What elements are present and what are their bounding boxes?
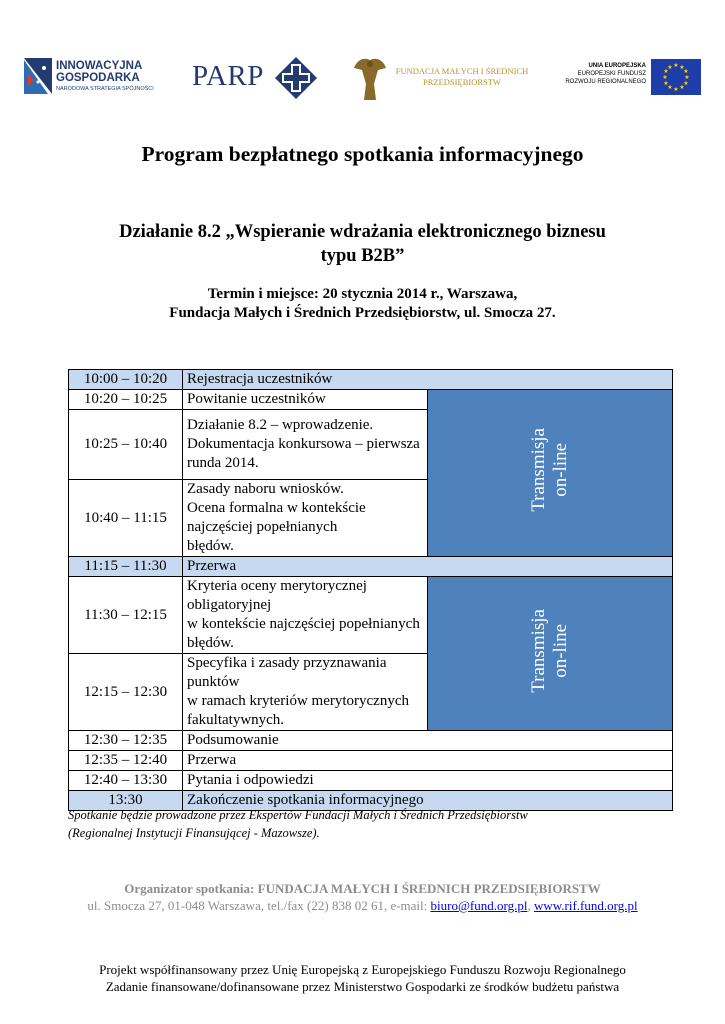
svg-text:★: ★ — [679, 84, 685, 91]
term-line1: Termin i miejsce: 20 stycznia 2014 r., Warszawa, — [207, 286, 518, 302]
schedule-row — [69, 577, 673, 654]
schedule-time: 12:40 – 13:30 — [69, 771, 183, 791]
schedule-time: 12:15 – 12:30 — [69, 654, 183, 731]
term-line2: Fundacja Małych i Średnich Przedsiębiorstw, ul. Smocza 27. — [169, 305, 556, 321]
ig-line2: GOSPODARKA — [56, 72, 140, 84]
fundacja-line2: PRZEDSIĘBIORSTW — [423, 77, 501, 87]
svg-text:★: ★ — [683, 68, 689, 75]
svg-text:★: ★ — [679, 64, 685, 71]
svg-text:★: ★ — [667, 84, 673, 91]
subtitle-line1: Działanie 8.2 „Wspieranie wdrażania elektronicznego biznesu — [119, 222, 606, 242]
organizer: Organizator spotkania: FUNDACJA MAŁYCH I ŚREDNICH PRZEDSIĘBIORSTW — [124, 881, 601, 896]
subtitle — [60, 220, 665, 268]
schedule-desc — [183, 480, 428, 557]
schedule-desc: Przerwa — [183, 751, 673, 771]
desc-line: w kontekście najczęściej popełnianych błędów. — [187, 616, 420, 651]
transmission-cell — [428, 577, 673, 731]
svg-text:★: ★ — [667, 64, 673, 71]
transmission-line1: Transmisja — [528, 428, 549, 512]
schedule-desc — [183, 577, 428, 654]
ig-subtitle: NARODOWA STRATEGIA SPÓJNOŚCI — [56, 86, 154, 92]
ig-emblem-icon — [22, 56, 54, 96]
schedule-time: 13:30 — [69, 791, 183, 811]
svg-text:★: ★ — [663, 80, 669, 87]
subtitle-line2: typu B2B” — [320, 246, 405, 266]
eu-flag-icon — [651, 59, 701, 95]
desc-line: Specyfika i zasady przyznawania punktów — [187, 655, 387, 690]
ig-line1: INNOWACYJNA — [56, 60, 143, 72]
footer — [0, 961, 725, 995]
transmission-label — [528, 609, 572, 693]
schedule-time: 12:35 – 12:40 — [69, 751, 183, 771]
schedule-desc: Pytania i odpowiedzi — [183, 771, 673, 791]
transmission-cell — [428, 390, 673, 557]
schedule-row — [69, 751, 673, 771]
schedule-desc: Rejestracja uczestników — [183, 370, 673, 390]
fundacja-line1: FUNDACJA MAŁYCH I ŚREDNICH — [395, 66, 529, 76]
schedule-time: 11:15 – 11:30 — [69, 557, 183, 577]
svg-text:★: ★ — [673, 86, 679, 93]
svg-text:★: ★ — [683, 80, 689, 87]
organizer-address — [0, 898, 725, 914]
schedule-desc — [183, 410, 428, 480]
schedule-row — [69, 370, 673, 390]
desc-line: Kryteria oceny merytorycznej obligatoryjnej — [187, 578, 367, 613]
schedule-row — [69, 771, 673, 791]
schedule-time: 11:30 – 12:15 — [69, 577, 183, 654]
ue-logo — [560, 58, 705, 98]
schedule-time: 10:40 – 11:15 — [69, 480, 183, 557]
ue-line1: UNIA EUROPEJSKA — [588, 63, 646, 69]
address-text: ul. Smocza 27, 01-048 Warszawa, tel./fax (22) 838 02 61, e-mail: — [87, 898, 431, 913]
transmission-label — [528, 428, 572, 512]
schedule-row — [69, 557, 673, 577]
desc-line: Ocena formalna w kontekście najczęściej popełnianych — [187, 500, 366, 535]
parp-text: PARP — [192, 60, 264, 92]
website-link[interactable]: www.rif.fund.org.pl — [533, 898, 638, 913]
svg-text:★: ★ — [684, 74, 690, 81]
svg-text:★: ★ — [662, 74, 668, 81]
schedule-desc: Podsumowanie — [183, 731, 673, 751]
schedule-time: 10:00 – 10:20 — [69, 370, 183, 390]
note-line1: Spotkanie będzie prowadzone przez Ekspertów Fundacji Małych i Średnich Przedsiębiorstw — [68, 808, 528, 822]
parp-logo — [192, 56, 322, 100]
note-line2: (Regionalnej Instytucji Finansującej - Mazowsze). — [68, 826, 320, 840]
innowacyjna-gospodarka-logo — [22, 56, 167, 100]
footer-line2: Zadanie finansowane/dofinansowane przez Ministerstwo Gospodarki ze środków budżetu państwa — [105, 979, 620, 994]
schedule-table — [68, 369, 673, 811]
footer-line1: Projekt współfinansowany przez Unię Europejską z Europejskiego Funduszu Rozwoju Regionalnego — [99, 962, 626, 977]
schedule-time: 12:30 – 12:35 — [69, 731, 183, 751]
transmission-line2: on-line — [550, 443, 571, 497]
svg-text:★: ★ — [663, 68, 669, 75]
desc-line: Działanie 8.2 – wprowadzenie. — [187, 417, 374, 433]
email-link[interactable]: biuro@fund.org.pl — [430, 898, 528, 913]
fundacja-statue-icon — [352, 54, 388, 102]
schedule-desc: Zakończenie spotkania informacyjnego — [183, 791, 673, 811]
page-title: Program bezpłatnego spotkania informacyjnego — [141, 142, 584, 166]
parp-cross-icon — [274, 56, 318, 100]
schedule-row — [69, 390, 673, 410]
term-and-place — [0, 285, 725, 323]
desc-line: Zasady naboru wniosków. — [187, 481, 344, 497]
schedule-row — [69, 731, 673, 751]
transmission-line1: Transmisja — [528, 608, 549, 693]
separator: , — [527, 898, 534, 913]
info-note — [68, 806, 668, 842]
ue-line2: EUROPEJSKI FUNDUSZ — [577, 71, 646, 77]
desc-line: w ramach kryteriów merytorycznych fakultatywnych. — [187, 693, 409, 728]
svg-text:★: ★ — [673, 62, 679, 69]
fundacja-logo — [350, 54, 535, 102]
desc-line: Dokumentacja konkursowa – pierwsza runda 2014. — [187, 436, 420, 471]
desc-line: błędów. — [187, 538, 234, 554]
schedule-desc: Powitanie uczestników — [183, 390, 428, 410]
transmission-line2: on-line — [550, 623, 571, 678]
ue-line3: ROZWOJU REGIONALNEGO — [565, 79, 646, 85]
schedule-time: 10:25 – 10:40 — [69, 410, 183, 480]
schedule-desc: Przerwa — [183, 557, 673, 577]
schedule-desc — [183, 654, 428, 731]
schedule-time: 10:20 – 10:25 — [69, 390, 183, 410]
